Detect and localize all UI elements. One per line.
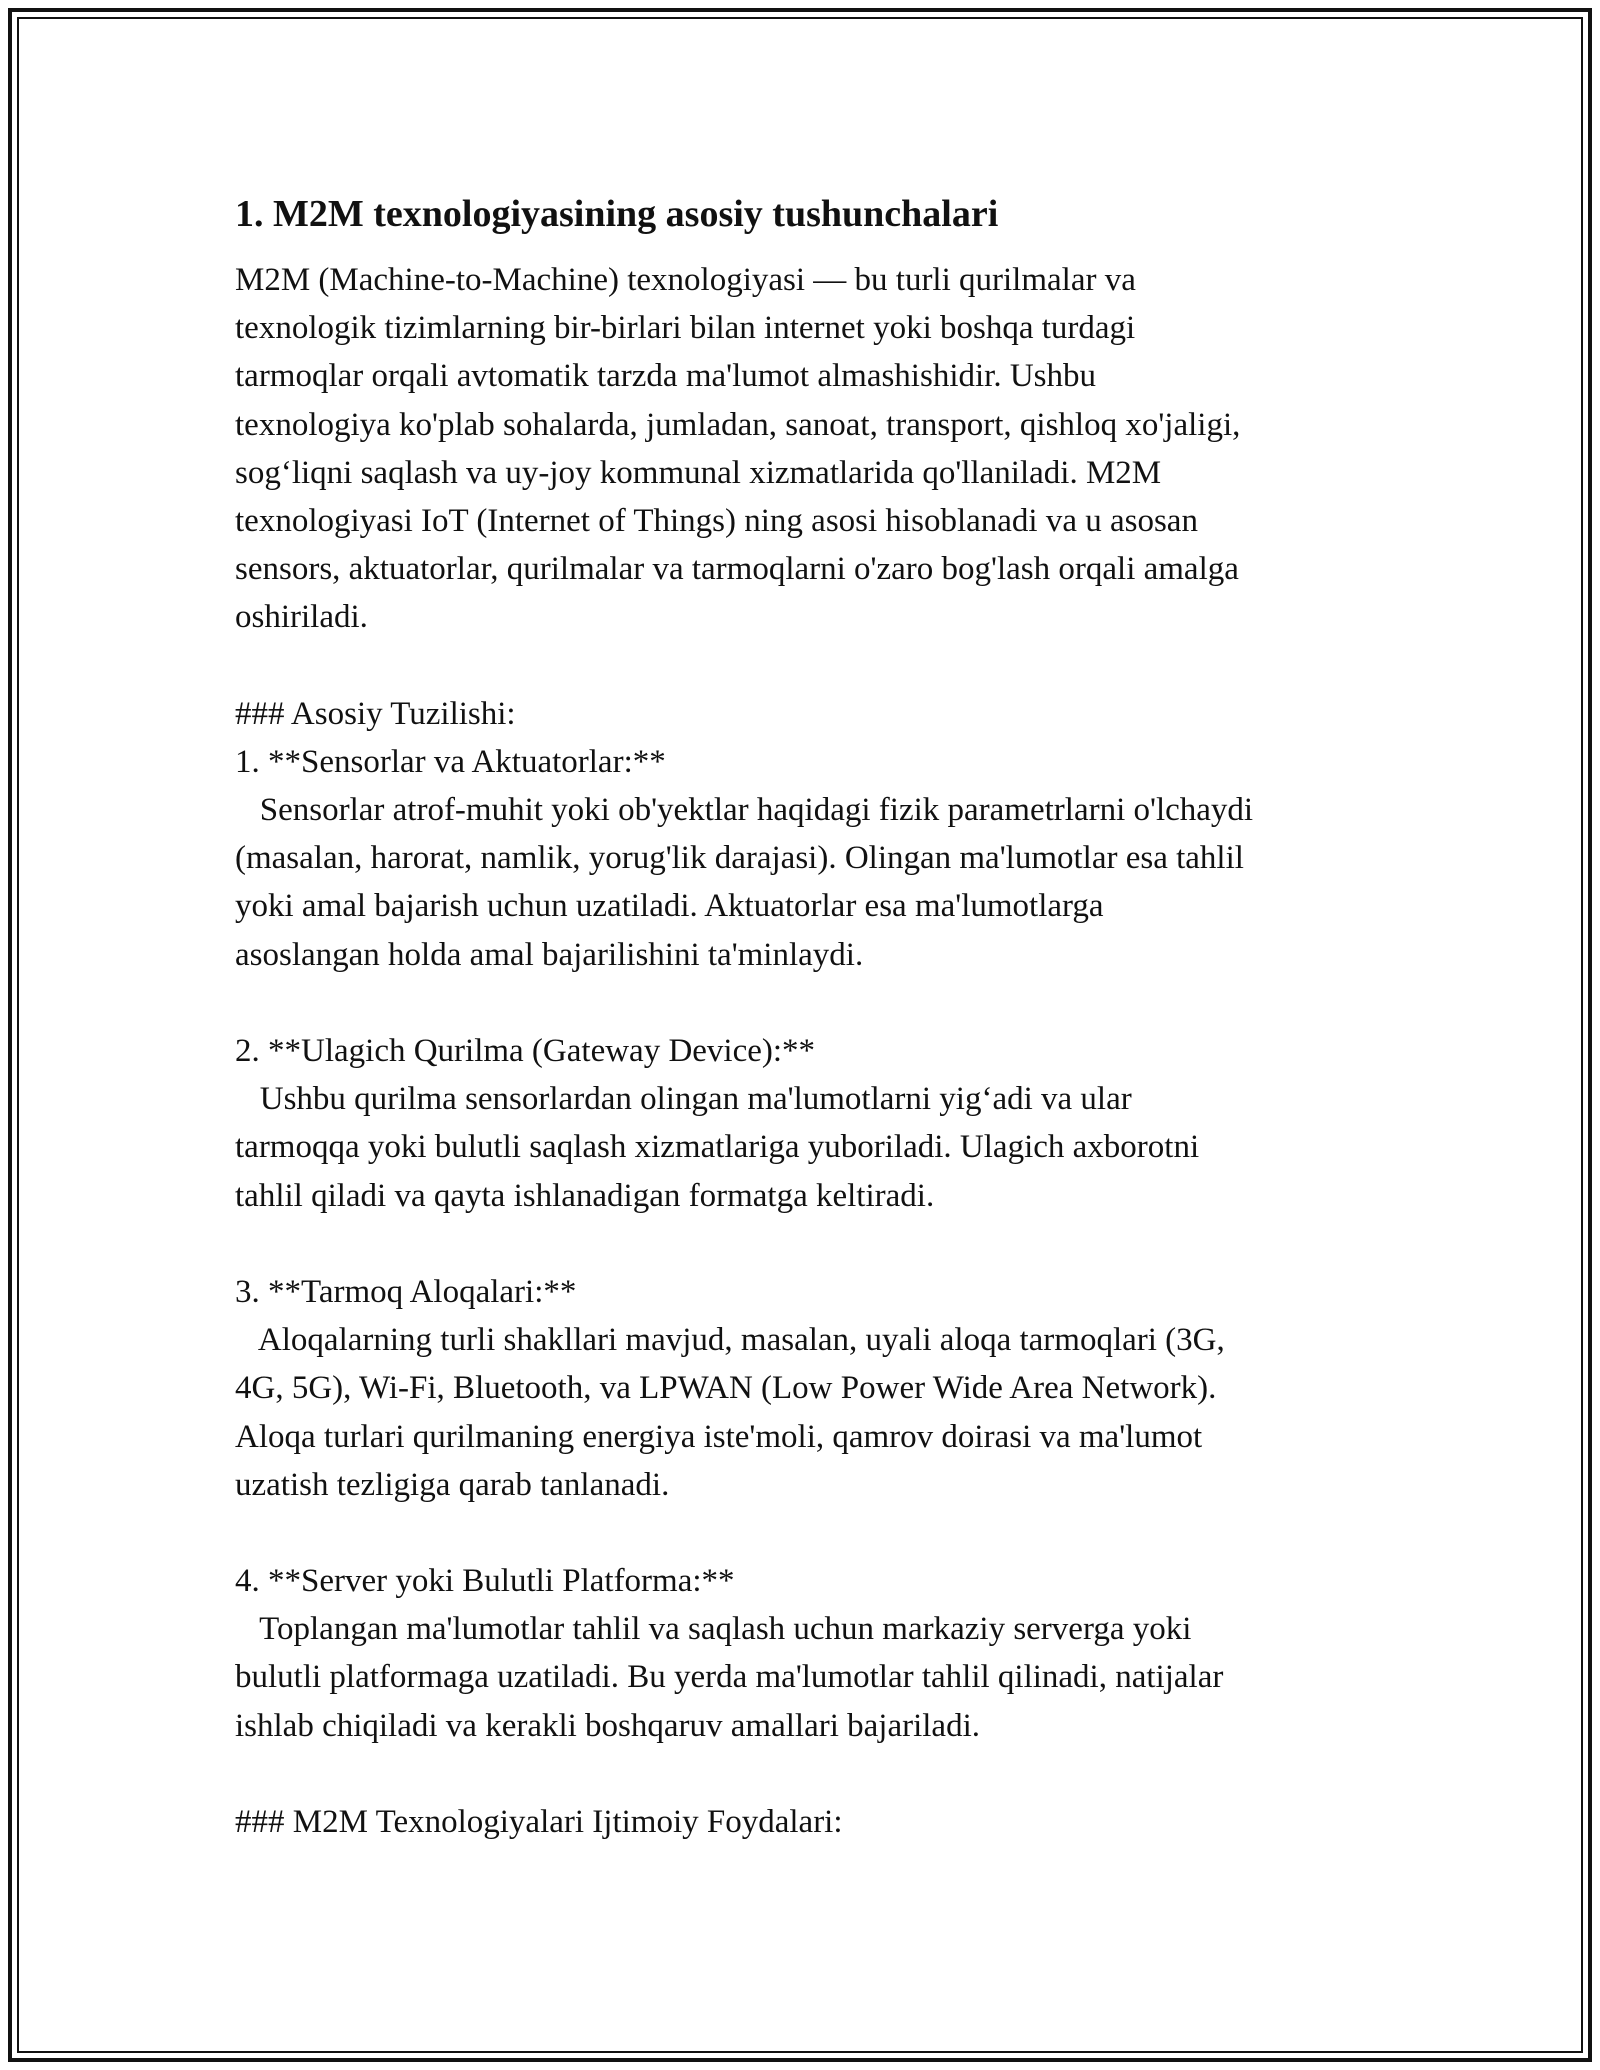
list-item-title: 2. **Ulagich Qurilma (Gateway Device):** (235, 1033, 816, 1069)
intro-line: sensors, aktuatorlar, qurilmalar va tarmoqlarni o'zaro bog'lash orqali amalga (235, 551, 1239, 588)
intro-line: tarmoqlar orqali avtomatik tarzda ma'lumot almashishidir. Ushbu (235, 358, 1096, 395)
structure-heading: ### Asosiy Tuzilishi: (235, 695, 516, 732)
list-item-line: Sensorlar atrof-muhit yoki ob'yektlar haqidagi fizik parametrlarni o'lchaydi (235, 792, 1254, 829)
document-content (235, 188, 1375, 1846)
blank-line (235, 1750, 1375, 1798)
list-item-line: tahlil qiladi va qayta ishlanadigan formatga keltiradi. (235, 1177, 935, 1214)
benefits-heading: ### M2M Texnologiyalari Ijtimoiy Foydalari: (235, 1804, 843, 1840)
intro-line: oshiriladi. (235, 599, 368, 636)
intro-line: sog‘liqni saqlash va uy-joy kommunal xizmatlarida qo'llaniladi. M2M (235, 454, 1162, 491)
intro-paragraph (235, 256, 1375, 642)
blank-line (235, 979, 1375, 1027)
blank-line (235, 642, 1375, 690)
section-heading: 1. M2M texnologiyasining asosiy tushunchalari (235, 193, 999, 235)
intro-line: M2M (Machine-to-Machine) texnologiyasi — bu turli qurilmalar va (235, 262, 1136, 298)
list-item-title: 3. **Tarmoq Aloqalari:** (235, 1273, 577, 1310)
list-item-line: bulutli platformaga uzatiladi. Bu yerda ma'lumotlar tahlil qilinadi, natijalar (235, 1659, 1224, 1696)
blank-line (235, 1220, 1375, 1268)
list-item-title: 1. **Sensorlar va Aktuatorlar:** (235, 743, 666, 780)
list-item-line: Ushbu qurilma sensorlardan olingan ma'lumotlarni yig‘adi va ular (235, 1081, 1132, 1118)
document-body (235, 256, 1375, 1846)
list-item-line: yoki amal bajarish uchun uzatiladi. Aktuatorlar esa ma'lumotlarga (235, 888, 1104, 925)
list-item-line: (masalan, harorat, namlik, yorug'lik darajasi). Olingan ma'lumotlar esa tahlil (235, 840, 1244, 877)
list-item-line: tarmoqqa yoki bulutli saqlash xizmatlariga yuboriladi. Ulagich axborotni (235, 1129, 1200, 1166)
list-item-line: 4G, 5G), Wi-Fi, Bluetooth, va LPWAN (Low Power Wide Area Network). (235, 1370, 1217, 1407)
list-item (235, 1557, 1375, 1750)
list-item-title: 4. **Server yoki Bulutli Platforma:** (235, 1563, 735, 1600)
blank-line (235, 1509, 1375, 1557)
list-item (235, 1027, 1375, 1220)
list-item-line: asoslangan holda amal bajarilishini ta'minlaydi. (235, 936, 864, 973)
list-item-line: ishlab chiqiladi va kerakli boshqaruv amallari bajariladi. (235, 1707, 980, 1744)
list-item-line: uzatish tezligiga qarab tanlanadi. (235, 1466, 670, 1503)
intro-line: texnologiyasi IoT (Internet of Things) ning asosi hisoblanadi va u asosan (235, 502, 1198, 539)
list-item-line: Aloqalarning turli shakllari mavjud, masalan, uyali aloqa tarmoqlari (3G, (235, 1322, 1225, 1359)
list-item (235, 1268, 1375, 1509)
intro-line: texnologiya ko'plab sohalarda, jumladan, sanoat, transport, qishloq xo'jaligi, (235, 406, 1241, 443)
intro-line: texnologik tizimlarning bir-birlari bilan internet yoki boshqa turdagi (235, 310, 1136, 347)
list-item-line: Aloqa turlari qurilmaning energiya iste'moli, qamrov doirasi va ma'lumot (235, 1418, 1203, 1455)
list-item-line: Toplangan ma'lumotlar tahlil va saqlash uchun markaziy serverga yoki (235, 1611, 1192, 1648)
list-item (235, 738, 1375, 979)
